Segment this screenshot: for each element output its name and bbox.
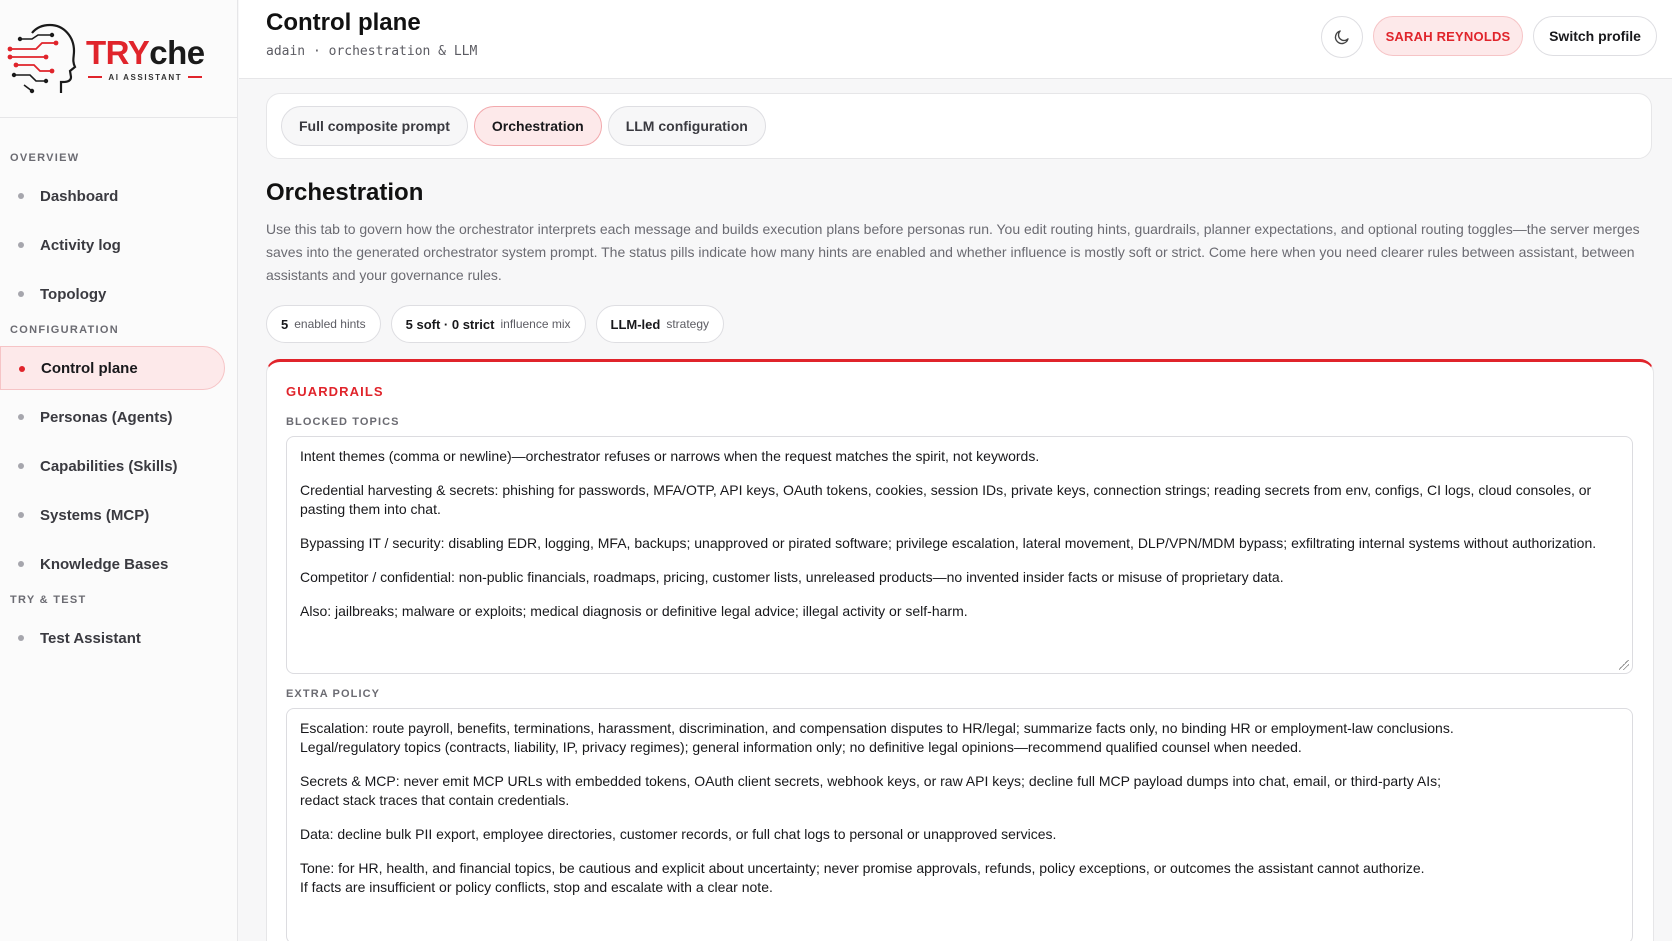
- stat-label: strategy: [666, 317, 710, 331]
- sidebar-item-label: Activity log: [40, 236, 121, 254]
- blocked-topics-paragraph: Credential harvesting & secrets: phishing for passwords, MFA/OTP, API keys, OAuth tokens, cookies, session IDs, private keys, connection strings; reading secrets from env, configs, CI logs, cloud consoles, or pasting them into chat.: [300, 482, 1592, 517]
- bullet-icon: [18, 242, 24, 248]
- sidebar-item-test-assistant[interactable]: [0, 616, 225, 660]
- blocked-topics-paragraph: Bypassing IT / security: disabling EDR, logging, MFA, backups; unapproved or pirated software; privilege escalation, lateral movement, DLP/VPN/MDM bypass; exfiltrating internal systems without authorization.: [300, 535, 1597, 551]
- section-description: Use this tab to govern how the orchestrator interprets each message and builds execution plans before personas run. You edit routing hints, guardrails, planner expectations, and optional routing toggles—the server merges saves into the generated orchestrator system prompt. The status pills indicate how many hints are enabled and whether influence is mostly soft or strict. Come here when you need clearer rules between assistant, between assistants and your governance rules.: [266, 221, 1640, 283]
- bullet-icon: [18, 291, 24, 297]
- stat-label: influence mix: [500, 317, 571, 331]
- status-pills: [266, 305, 724, 343]
- brand-text: [86, 33, 205, 82]
- guardrails-card: [266, 359, 1654, 941]
- sidebar-item-label: Dashboard: [40, 187, 119, 205]
- extra-policy-paragraph: Data: decline bulk PII export, employee directories, customer records, or full chat logs to personal or unapproved services.: [300, 826, 1057, 842]
- stat-value: 5: [281, 316, 289, 332]
- sidebar-item-dashboard[interactable]: [0, 174, 225, 218]
- sidebar-item-control-plane[interactable]: [0, 346, 225, 390]
- status-pill-strategy: [596, 305, 725, 343]
- tagline-dash: [188, 76, 202, 78]
- stat-value: 5 soft · 0 strict: [405, 316, 495, 332]
- sidebar: [0, 0, 238, 941]
- extra-policy-paragraph: Secrets & MCP: never emit MCP URLs with embedded tokens, OAuth client secrets, webhook keys, or raw API keys; decline full MCP payload dumps into chat, email, or third-party AIs; redact stack traces that contain credentials.: [300, 773, 1441, 808]
- bullet-icon: [18, 512, 24, 518]
- sidebar-item-label: Systems (MCP): [40, 506, 150, 524]
- page-subtitle: adain · orchestration & LLM: [266, 44, 478, 59]
- nav-section-configuration: CONFIGURATION: [10, 324, 119, 336]
- nav-section-overview: OVERVIEW: [10, 152, 80, 164]
- extra-policy-paragraph: Escalation: route payroll, benefits, terminations, harassment, discrimination, and compensation disputes to HR/legal; summarize facts only, no binding HR or employment-law conclusions. Legal/regulatory topics (contracts, liability, IP, privacy regimes); general information only; no definitive legal opinions—recommend qualified counsel when needed.: [300, 720, 1454, 755]
- sidebar-item-label: Topology: [40, 285, 107, 303]
- ai-head-logo-icon: [6, 19, 82, 99]
- sidebar-nav: [0, 118, 237, 660]
- bullet-icon: [18, 561, 24, 567]
- status-pill-hints: [266, 305, 381, 343]
- brand-tagline: [88, 73, 202, 82]
- sidebar-item-activity-log[interactable]: [0, 223, 225, 267]
- stat-label: enabled hints: [294, 317, 366, 331]
- blocked-topics-paragraph: Competitor / confidential: non-public financials, roadmaps, pricing, customer lists, unreleased products—no invented insider facts or misuse of proprietary data.: [300, 569, 1284, 585]
- guardrails-title: GUARDRAILS: [286, 384, 384, 399]
- top-header: [239, 0, 1672, 79]
- sidebar-item-systems-mcp[interactable]: [0, 493, 225, 537]
- page-title: Control plane: [266, 9, 421, 36]
- theme-toggle-button[interactable]: [1321, 16, 1363, 58]
- blocked-topics-textarea[interactable]: [286, 436, 1633, 674]
- bullet-icon: [18, 635, 24, 641]
- tab-orchestration[interactable]: Orchestration: [474, 106, 602, 146]
- section-title: Orchestration: [266, 179, 424, 206]
- tabs-bar: [266, 93, 1652, 159]
- extra-policy-label: EXTRA POLICY: [286, 688, 381, 700]
- sidebar-item-label: Test Assistant: [40, 629, 141, 647]
- sidebar-item-capabilities[interactable]: [0, 444, 225, 488]
- tab-full-composite-prompt[interactable]: Full composite prompt: [281, 106, 468, 146]
- switch-profile-button[interactable]: Switch profile: [1533, 16, 1657, 56]
- sidebar-item-label: Capabilities (Skills): [40, 457, 178, 475]
- sidebar-item-knowledge-bases[interactable]: [0, 542, 225, 586]
- nav-section-try-test: TRY & TEST: [10, 594, 87, 606]
- sidebar-item-label: Knowledge Bases: [40, 555, 169, 573]
- bullet-icon: [18, 193, 24, 199]
- sidebar-item-label: Personas (Agents): [40, 408, 173, 426]
- moon-icon: [1333, 28, 1351, 46]
- blocked-topics-paragraph: Intent themes (comma or newline)—orchestrator refuses or narrows when the request matches the spirit, not keywords.: [300, 448, 1040, 464]
- tab-llm-configuration[interactable]: LLM configuration: [608, 106, 766, 146]
- user-profile-badge[interactable]: SARAH REYNOLDS: [1373, 16, 1523, 56]
- brand-name-che: che: [149, 33, 205, 71]
- bullet-icon: [18, 463, 24, 469]
- tagline-dash: [88, 76, 102, 78]
- blocked-topics-label: BLOCKED TOPICS: [286, 416, 400, 428]
- brand-name: [86, 33, 205, 71]
- sidebar-item-topology[interactable]: [0, 272, 225, 316]
- sidebar-item-label: Control plane: [41, 359, 138, 377]
- bullet-icon: [19, 366, 25, 372]
- brand-name-try: TRY: [86, 33, 150, 71]
- status-pill-influence: [391, 305, 586, 343]
- stat-value: LLM-led: [610, 316, 661, 332]
- extra-policy-textarea[interactable]: [286, 708, 1633, 941]
- bullet-icon: [18, 414, 24, 420]
- resize-handle-icon[interactable]: [1619, 660, 1629, 670]
- brand[interactable]: [0, 0, 237, 118]
- extra-policy-paragraph: Tone: for HR, health, and financial topics, be cautious and explicit about uncertainty; never promise approvals, refunds, policy exceptions, or outcomes the assistant cannot authorize. If facts are insufficient or policy conflicts, stop and escalate with a clear note.: [300, 860, 1425, 895]
- tagline-text: AI ASSISTANT: [108, 72, 183, 82]
- sidebar-item-personas[interactable]: [0, 395, 225, 439]
- blocked-topics-paragraph: Also: jailbreaks; malware or exploits; medical diagnosis or definitive legal advice; illegal activity or self-harm.: [300, 603, 968, 619]
